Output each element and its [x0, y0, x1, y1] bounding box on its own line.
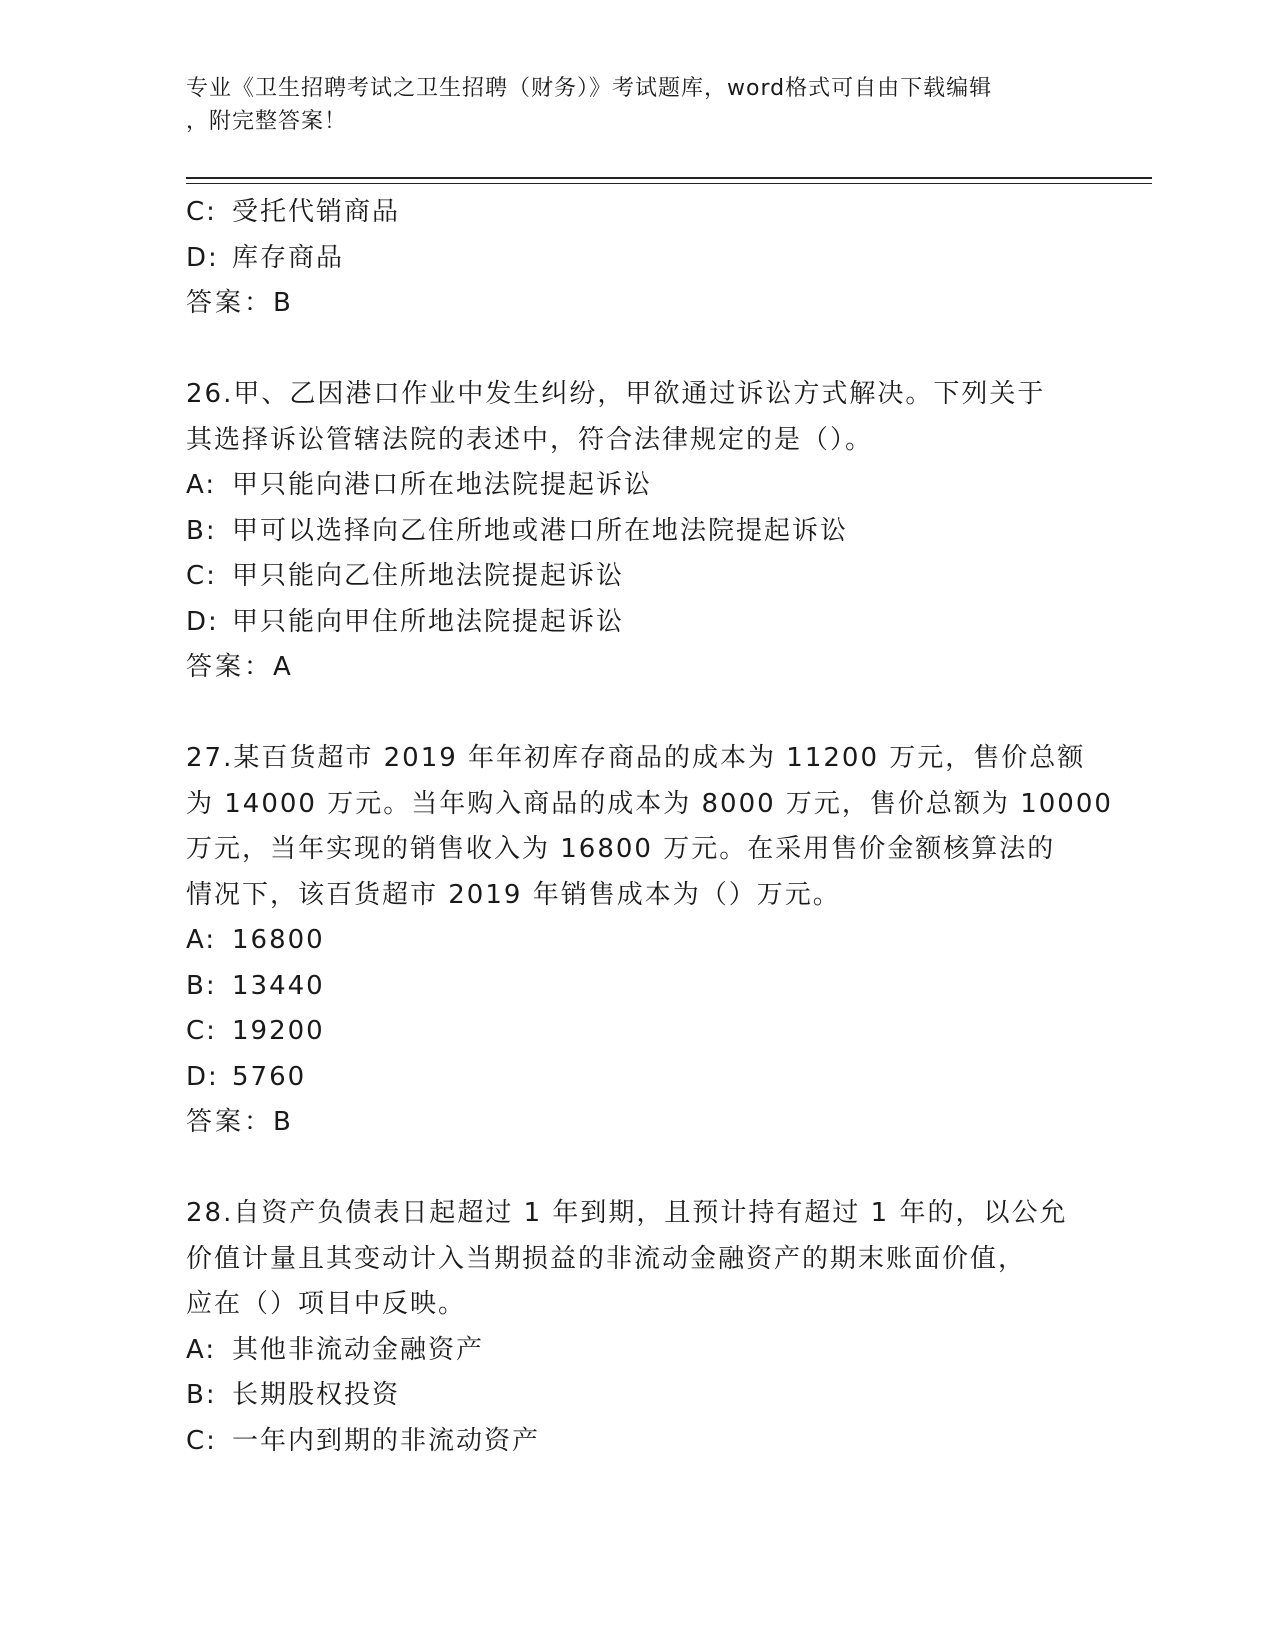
option-text: 其他非流动金融资产	[232, 1334, 485, 1365]
question-stem-line: 为 14000 万元。当年购入商品的成本为 8000 万元，售价总额为 10000	[186, 788, 1113, 819]
prev-question	[186, 190, 1086, 327]
header-line-1: 专业《卫生招聘考试之卫生招聘（财务）》考试题库，word格式可自由下载编辑	[186, 76, 993, 101]
question-stem-line: 万元，当年实现的销售收入为 16800 万元。在采用售价金额核算法的	[186, 834, 1056, 864]
option-label: D:	[186, 242, 219, 273]
option-c	[186, 554, 1086, 600]
answer-label: 答案：	[186, 288, 274, 318]
option-text: 甲只能向乙住所地法院提起诉讼	[232, 561, 625, 591]
question-stem-line: 26.甲、乙因港口作业中发生纠纷，甲欲通过诉讼方式解决。下列关于	[186, 379, 1046, 409]
option-d	[186, 236, 1086, 282]
option-label: D:	[186, 1061, 219, 1092]
document-header	[186, 72, 1086, 138]
option-label: B:	[186, 970, 217, 1001]
option-c	[186, 1009, 1086, 1055]
question-stem-line: 应在（）项目中反映。	[186, 1289, 467, 1319]
answer-line	[186, 1100, 1086, 1146]
option-text: 甲只能向甲住所地法院提起诉讼	[232, 606, 625, 637]
option-text: 19200	[232, 1016, 325, 1046]
option-c	[186, 190, 1086, 236]
question-28	[186, 1191, 1086, 1464]
option-text: 13440	[232, 970, 325, 1001]
option-label: B:	[186, 515, 217, 546]
question-stem-line: 其选择诉讼管辖法院的表述中，符合法律规定的是（）。	[186, 424, 874, 455]
header-rule-thick	[186, 177, 1152, 179]
option-a	[186, 463, 1086, 509]
question-stem-line: 价值计量且其变动计入当期损益的非流动金融资产的期末账面价值，	[186, 1243, 1027, 1274]
option-label: D:	[186, 606, 219, 637]
option-c	[186, 1419, 1086, 1465]
answer-value: A	[273, 652, 293, 682]
option-label: A:	[186, 1334, 217, 1365]
header-rule-thin	[186, 183, 1152, 184]
question-stem-line: 28.自资产负债表日起超过 1 年到期，且预计持有超过 1 年的，以公允	[186, 1198, 1068, 1228]
option-label: C:	[186, 561, 217, 591]
option-label: A:	[186, 925, 217, 955]
option-label: C:	[186, 1425, 217, 1456]
option-b	[186, 1373, 1086, 1419]
option-text: 一年内到期的非流动资产	[232, 1425, 541, 1456]
option-text: 受托代销商品	[232, 197, 401, 227]
option-label: C:	[186, 197, 217, 227]
answer-line	[186, 645, 1086, 691]
answer-value: B	[273, 288, 293, 318]
question-26	[186, 372, 1086, 691]
document-body	[186, 190, 1113, 1464]
header-line-2: ，附完整答案！	[186, 109, 348, 134]
answer-label: 答案：	[186, 652, 274, 682]
option-label: A:	[186, 470, 217, 500]
question-stem-line: 27.某百货超市 2019 年年初库存商品的成本为 11200 万元，售价总额	[186, 743, 1086, 773]
option-a	[186, 1328, 1086, 1374]
answer-value: B	[273, 1107, 293, 1137]
option-text: 5760	[232, 1061, 307, 1092]
question-27	[186, 736, 1113, 1146]
option-label: C:	[186, 1016, 217, 1046]
option-text: 16800	[232, 925, 325, 955]
option-d	[186, 1055, 1086, 1101]
option-b	[186, 509, 1086, 555]
answer-label: 答案：	[186, 1107, 274, 1137]
option-text: 甲只能向港口所在地法院提起诉讼	[232, 470, 653, 500]
option-b	[186, 964, 1086, 1010]
question-stem-line: 情况下，该百货超市 2019 年销售成本为（）万元。	[186, 879, 841, 910]
option-text: 长期股权投资	[232, 1380, 401, 1410]
answer-line	[186, 281, 1086, 327]
option-a	[186, 918, 1086, 964]
option-text: 甲可以选择向乙住所地或港口所在地法院提起诉讼	[232, 515, 849, 546]
option-text: 库存商品	[232, 242, 345, 273]
option-label: B:	[186, 1380, 217, 1410]
option-d	[186, 600, 1086, 646]
